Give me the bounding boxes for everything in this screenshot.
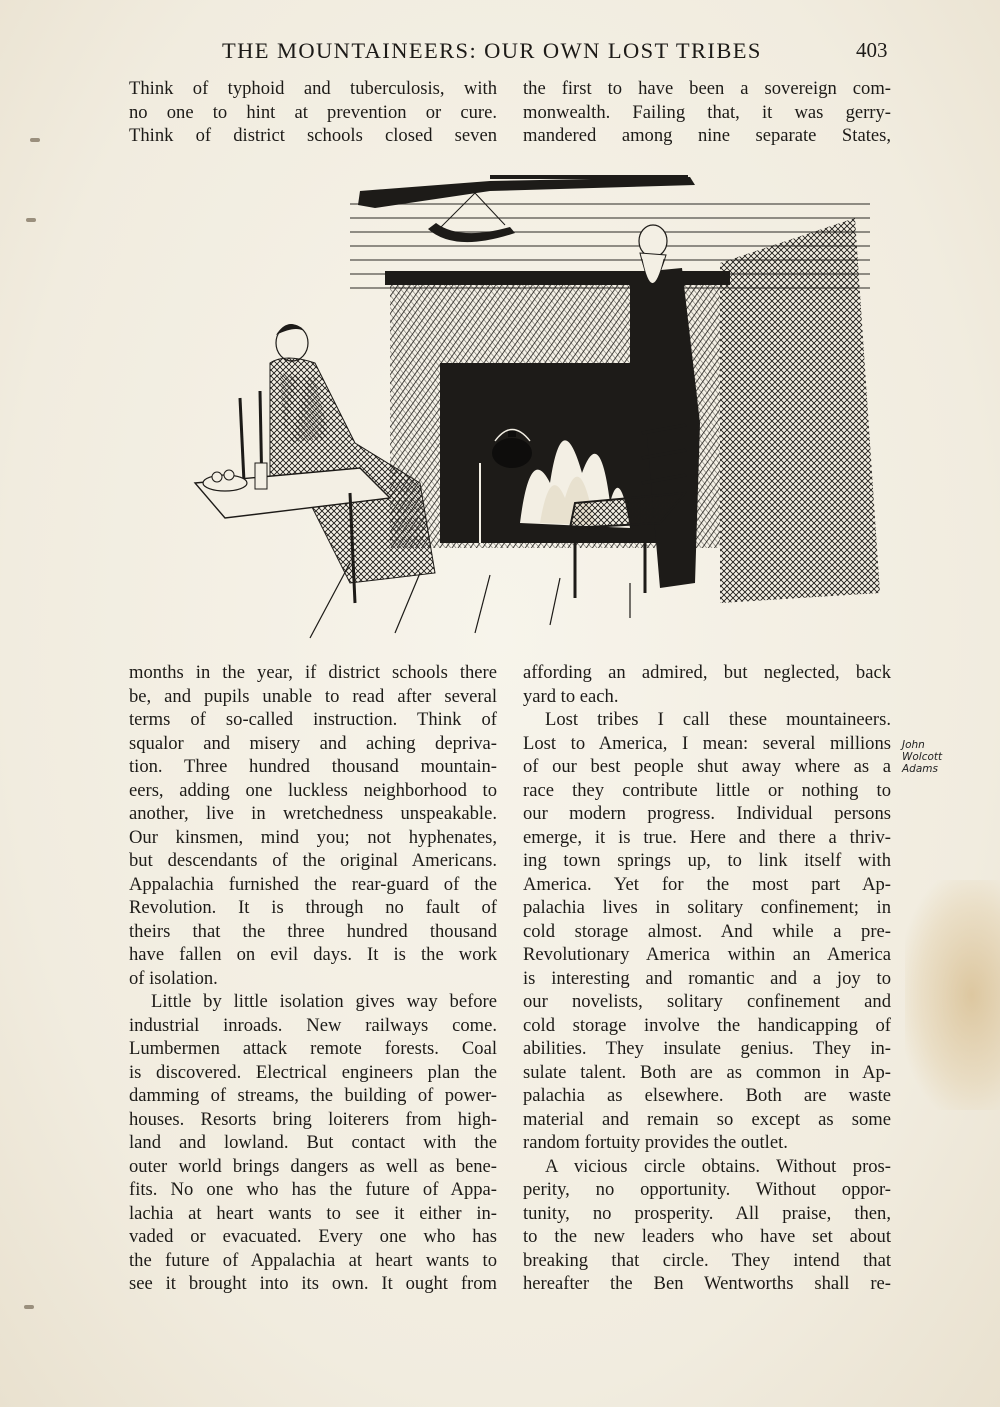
paragraph bbox=[129, 77, 497, 148]
text-line: is discovered. Electrical engineers plan the bbox=[129, 1061, 497, 1083]
text-line: damming of streams, the building of power- bbox=[129, 1085, 497, 1106]
text-line: Think of district schools closed seven bbox=[129, 125, 497, 146]
text-line: Lumbermen attack remote forests. Coal bbox=[129, 1038, 497, 1059]
column-right-bottom bbox=[523, 661, 891, 1296]
binding-mark bbox=[26, 218, 36, 222]
text-line: sulate talent. Both are as common in Ap- bbox=[523, 1061, 891, 1083]
text-line: land and lowland. But contact with the bbox=[129, 1132, 497, 1153]
page-number: 403 bbox=[856, 38, 888, 62]
text-line: palachia as elsewhere. Both are waste bbox=[523, 1085, 891, 1106]
text-line: the first to have been a sovereign com- bbox=[523, 78, 891, 99]
text-line: squalor and misery and aching depriva- bbox=[129, 732, 497, 754]
paragraph bbox=[523, 77, 891, 148]
text-line: lachia at heart wants to see it either in- bbox=[129, 1202, 497, 1224]
text-line: perity, no opportunity. Without oppor- bbox=[523, 1179, 891, 1200]
text-line: America. Yet for the most part Ap- bbox=[523, 873, 891, 895]
text-line: is interesting and romantic and a joy to bbox=[523, 967, 891, 989]
text-line: have fallen on evil days. It is the work bbox=[129, 944, 497, 965]
text-line: A vicious circle obtains. Without pros- bbox=[545, 1155, 891, 1177]
text-line: another, live in wretchedness unspeakable. bbox=[129, 803, 497, 824]
paragraph bbox=[523, 708, 891, 1155]
text-line: the future of Appalachia at heart wants to bbox=[129, 1249, 497, 1271]
column-left-top bbox=[129, 77, 497, 148]
text-line: fits. No one who has the future of Appa- bbox=[129, 1179, 497, 1200]
text-line: cold storage almost. And while a pre- bbox=[523, 920, 891, 942]
text-line: affording an admired, but neglected, back bbox=[523, 662, 891, 683]
text-line: material and remain so except as some bbox=[523, 1108, 891, 1130]
text-line: Appalachia furnished the rear-guard of the bbox=[129, 873, 497, 895]
text-line: random fortuity provides the outlet. bbox=[523, 1132, 788, 1153]
text-line: mandered among nine separate States, bbox=[523, 125, 891, 146]
water-stain bbox=[905, 880, 1000, 1110]
text-line: outer world brings dangers as well as bene- bbox=[129, 1155, 497, 1177]
text-line: our modern progress. Individual persons bbox=[523, 803, 891, 824]
text-line: Lost to America, I mean: several millions bbox=[523, 732, 891, 754]
paragraph bbox=[523, 661, 891, 708]
running-head: THE MOUNTAINEERS: OUR OWN LOST TRIBES bbox=[222, 38, 762, 63]
binding-mark bbox=[30, 138, 40, 142]
paragraph bbox=[129, 990, 497, 1296]
text-line: monwealth. Failing that, it was gerry- bbox=[523, 101, 891, 123]
text-line: no one to hint at prevention or cure. bbox=[129, 101, 497, 123]
text-line: our novelists, solitary confinement and bbox=[523, 991, 891, 1012]
text-line: yard to each. bbox=[523, 685, 619, 707]
pen-ink-drawing bbox=[190, 163, 890, 643]
text-line: months in the year, if district schools there bbox=[129, 662, 497, 683]
text-line: Little by little isolation gives way before bbox=[151, 991, 497, 1012]
text-line: Our kinsmen, mind you; not hyphenates, bbox=[129, 826, 497, 848]
text-line: theirs that the three hundred thousand bbox=[129, 920, 497, 942]
text-line: Lost tribes I call these mountaineers. bbox=[545, 709, 891, 730]
text-line: tion. Three hundred thousand mountain- bbox=[129, 756, 497, 777]
column-right-top bbox=[523, 77, 891, 148]
text-line: ing town springs up, to link itself with bbox=[523, 850, 891, 871]
text-line: of isolation. bbox=[129, 967, 218, 989]
artist-signature: John Wolcott Adams bbox=[902, 739, 943, 775]
text-line: tunity, no prosperity. All praise, then, bbox=[523, 1202, 891, 1224]
binding-mark bbox=[24, 1305, 34, 1309]
paragraph bbox=[523, 1155, 891, 1296]
text-line: race they contribute little or nothing to bbox=[523, 779, 891, 801]
text-line: palachia lives in solitary confinement; in bbox=[523, 897, 891, 918]
text-line: terms of so-called instruction. Think of bbox=[129, 709, 497, 730]
text-line: Revolution. It is through no fault of bbox=[129, 897, 497, 918]
text-line: Revolutionary America within an America bbox=[523, 944, 891, 965]
text-line: but descendants of the original Americans. bbox=[129, 850, 497, 871]
text-line: emerge, it is true. Here and there a thriv- bbox=[523, 826, 891, 848]
page-header bbox=[0, 38, 1000, 68]
text-line: be, and pupils unable to read after several bbox=[129, 685, 497, 707]
text-line: eers, adding one luckless neighborhood to bbox=[129, 779, 497, 801]
text-line: houses. Resorts bring loiterers from high- bbox=[129, 1108, 497, 1130]
column-left-bottom bbox=[129, 661, 497, 1296]
text-line: see it brought into its own. It ought from bbox=[129, 1273, 497, 1294]
text-line: Think of typhoid and tuberculosis, with bbox=[129, 78, 497, 99]
text-line: of our best people shut away where as a bbox=[523, 756, 891, 777]
text-line: cold storage involve the handicapping of bbox=[523, 1014, 891, 1036]
text-line: industrial inroads. New railways come. bbox=[129, 1014, 497, 1036]
text-line: hereafter the Ben Wentworths shall re- bbox=[523, 1273, 891, 1294]
text-line: breaking that circle. They intend that bbox=[523, 1249, 891, 1271]
paragraph bbox=[129, 661, 497, 990]
text-line: vaded or evacuated. Every one who has bbox=[129, 1226, 497, 1247]
text-line: to the new leaders who have set about bbox=[523, 1226, 891, 1247]
text-line: abilities. They insulate genius. They in- bbox=[523, 1038, 891, 1059]
